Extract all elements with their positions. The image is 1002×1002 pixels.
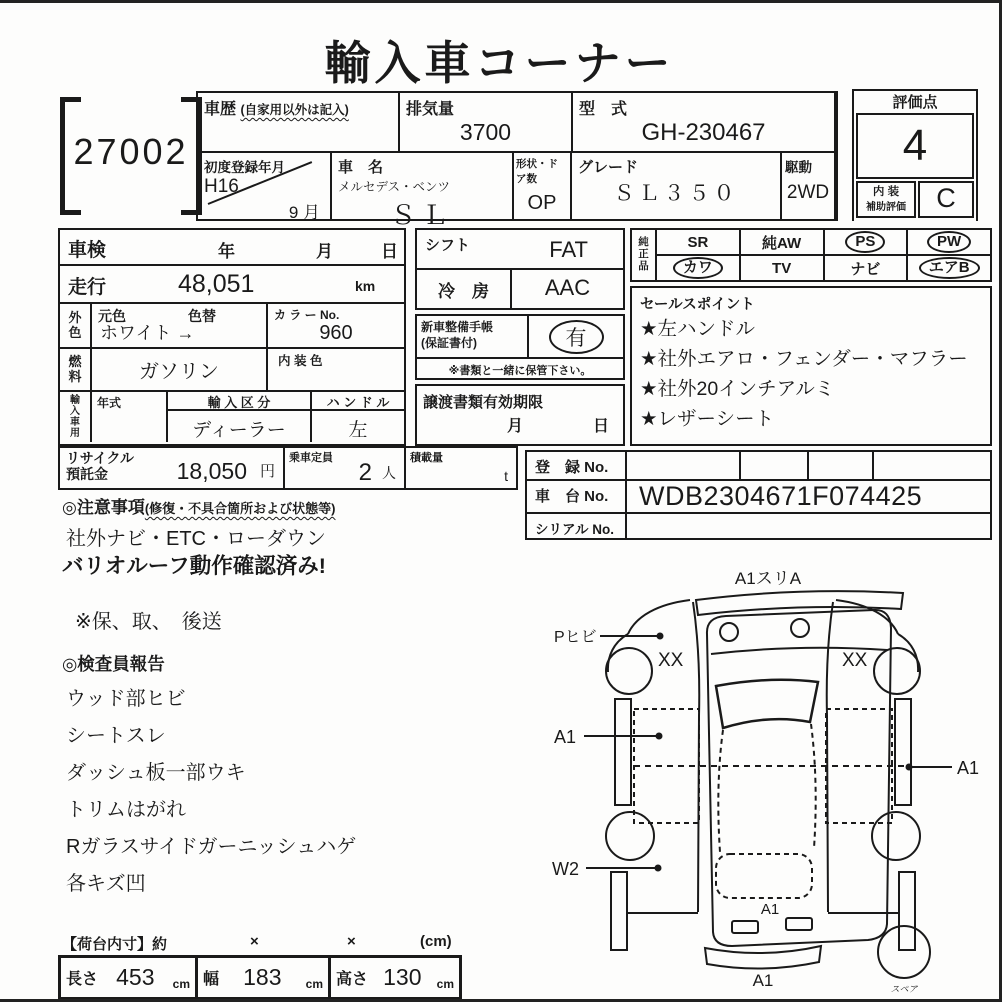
aircon-label: 冷 房 xyxy=(417,270,512,308)
spare-label: スペア xyxy=(890,984,918,994)
transfer-month: 月 xyxy=(507,418,524,435)
reg-divider xyxy=(807,452,809,479)
height-unit: cm xyxy=(436,977,454,991)
sales-point-item: ★レザーシート xyxy=(640,408,775,430)
diagram-label-a1-rear-top: A1 xyxy=(760,901,780,918)
report-item: ダッシュ板一部ウキ xyxy=(66,762,246,784)
length-unit: cm xyxy=(172,977,190,991)
height-cell xyxy=(328,958,459,997)
height-label: 高さ xyxy=(336,971,369,988)
width-label: 幅 xyxy=(203,971,220,988)
report-item: 各キズ凹 xyxy=(66,873,146,895)
exterior-color-header: 外色 xyxy=(60,304,92,347)
aircon-row xyxy=(417,270,623,308)
model-code-value: GH-230467 xyxy=(641,119,766,146)
equip-pw: PW xyxy=(906,230,990,254)
rating-box xyxy=(852,89,978,221)
serial-no-row xyxy=(527,512,990,538)
shaken-year: 年 xyxy=(218,242,235,261)
first-registration-label: 初度登録年月 xyxy=(204,160,285,175)
sill-left-lower xyxy=(611,872,627,950)
rating-label: 評価点 xyxy=(892,94,938,111)
grade-cell xyxy=(572,153,782,219)
spare-tire xyxy=(878,926,930,978)
mileage-row xyxy=(60,266,404,304)
lot-number-bracket xyxy=(60,97,202,215)
reg-divider xyxy=(739,452,741,479)
color-no-cell xyxy=(268,304,404,347)
original-color-label: 元色 xyxy=(98,308,126,324)
first-registration-month: 9 月 xyxy=(288,203,320,222)
car-damage-map xyxy=(530,556,1000,1002)
diagram-label-xx-left: XX xyxy=(658,650,684,671)
fuel-row xyxy=(60,349,404,392)
import-header: 輸入車用 xyxy=(60,392,92,442)
width-cell xyxy=(195,958,328,997)
height-value: 130 xyxy=(383,964,422,990)
notes-title-note: (修復・不具合箇所および状態等) xyxy=(144,501,336,516)
grade-label: グレード xyxy=(578,159,639,176)
car-maker: メルセデス・ベンツ xyxy=(338,180,451,194)
shaken-month: 月 xyxy=(316,242,333,261)
length-value: 453 xyxy=(116,964,155,990)
report-item: ウッド部ヒビ xyxy=(66,688,186,710)
chassis-no-row xyxy=(527,479,990,512)
service-book-box xyxy=(415,314,625,380)
history-cell xyxy=(198,93,400,151)
fuel-header: 燃料 xyxy=(60,349,92,390)
interior-color-label: 内 装 色 xyxy=(278,354,323,368)
transfer-label: 譲渡書類有効期限 xyxy=(423,394,544,411)
displacement-cell xyxy=(400,93,573,151)
car-name-cell xyxy=(332,153,514,230)
load-cell xyxy=(406,448,516,488)
service-book-value-cell xyxy=(529,316,623,357)
report-item: トリムはがれ xyxy=(66,799,186,821)
rear-bumper xyxy=(705,946,821,969)
rating-score: 4 xyxy=(856,113,974,179)
recycle-value: 18,050 xyxy=(176,458,247,484)
sill-right-upper xyxy=(895,699,911,805)
equip-airbag: エアB xyxy=(906,256,990,280)
exterior-color-row xyxy=(60,304,404,349)
first-registration-year: H16 xyxy=(204,176,239,197)
equip-aw: 純AW xyxy=(739,230,823,254)
inspector-report-title: ◎検査員報告 xyxy=(62,654,165,674)
recycle-cell xyxy=(60,448,285,488)
model-code-cell xyxy=(573,93,834,151)
aircon-value: AAC xyxy=(544,275,591,300)
cargo-dims-title: 【荷台内寸】約 xyxy=(62,936,168,953)
windshield xyxy=(716,680,818,728)
import-class-cell xyxy=(168,392,312,442)
capacity-cell xyxy=(285,448,406,488)
car-name-label: 車 名 xyxy=(338,159,384,176)
shaken-label: 車検 xyxy=(68,240,107,261)
registration-no-label: 登 録 No. xyxy=(527,452,627,479)
vehicle-detail-table xyxy=(58,228,406,446)
serial-no-label: シリアル No. xyxy=(527,514,627,538)
width-unit: cm xyxy=(305,977,323,991)
capacity-unit: 人 xyxy=(382,465,396,481)
sales-point-item: ★社外20インチアルミ xyxy=(640,378,835,400)
sill-left-upper xyxy=(615,699,631,805)
drive-cell xyxy=(782,153,834,219)
multiply-sign: × xyxy=(347,933,356,950)
exterior-color-cell xyxy=(92,304,268,347)
shape-doors-cell xyxy=(514,153,572,219)
rear-wheel-left xyxy=(606,812,654,860)
multiply-sign: × xyxy=(250,933,259,950)
interior-rating-label: 内 装 補助評価 xyxy=(856,181,916,218)
inspector-report-list xyxy=(66,681,356,903)
recycle-label2: 預託金 xyxy=(66,466,108,483)
chassis-no-value: WDB2304671F074425 xyxy=(639,480,923,511)
sales-points-title: セールスポイント xyxy=(640,297,755,313)
mileage-label: 走行 xyxy=(68,277,107,298)
diagram-label-top: A1スリA xyxy=(734,569,802,588)
notes-line: バリオルーフ動作確認済み! xyxy=(62,554,326,578)
equip-kawa: カワ xyxy=(657,256,739,280)
displacement-label: 排気量 xyxy=(406,101,455,118)
diagram-label-a1-rear-bottom: A1 xyxy=(752,971,774,990)
equip-sr: SR xyxy=(687,233,709,251)
history-note: (自家用以外は記入) xyxy=(240,103,349,117)
shape-doors-label: 形状・ドア数 xyxy=(516,158,558,185)
equipment-grid xyxy=(630,228,992,282)
color-no-value: 960 xyxy=(319,322,353,344)
shift-value: FAT xyxy=(549,237,588,262)
shape-doors-value: OP xyxy=(527,192,557,214)
drive-value: 2WD xyxy=(786,182,830,203)
rating-separator xyxy=(836,91,838,221)
equipment-header: 純正品 xyxy=(632,230,657,280)
first-registration-cell xyxy=(198,153,332,222)
page-title: 輸入車コーナー xyxy=(324,37,675,89)
cargo-dims-unit: (cm) xyxy=(420,933,452,950)
keep-note: ※書類と一緒に保管下さい。 xyxy=(417,357,623,378)
damage-diagram xyxy=(530,556,1000,1002)
roof-dashed xyxy=(716,854,812,898)
sales-point-item: ★左ハンドル xyxy=(640,318,755,340)
recycle-label1: リサイクル xyxy=(66,450,135,466)
shaken-row xyxy=(60,230,404,266)
import-class-value: ディーラー xyxy=(192,420,286,441)
equip-navi: ナビ xyxy=(823,256,907,280)
shaken-day: 日 xyxy=(381,242,398,261)
shift-aircon-box xyxy=(415,228,625,310)
sill-right-lower xyxy=(899,872,915,950)
shift-row xyxy=(417,230,623,270)
interior-color-cell xyxy=(268,349,404,390)
exterior-color-value: ホワイト → xyxy=(100,323,195,343)
service-book-value: 有 xyxy=(549,320,604,354)
capacity-value: 2 xyxy=(358,459,372,486)
shift-label: シフト xyxy=(425,237,471,254)
mileage-value: 48,051 xyxy=(178,270,255,298)
reg-divider xyxy=(872,452,874,479)
notes-title: ◎注意事項(修復・不具合箇所および状態等) xyxy=(62,498,336,517)
interior-rating-score: C xyxy=(918,181,974,218)
cargo-dims-header xyxy=(62,933,462,953)
sales-point-item: ★社外エアロ・フェンダー・マフラー xyxy=(640,348,968,370)
front-wheel-left xyxy=(606,648,652,694)
history-label: 車歴 xyxy=(204,101,237,118)
load-label: 積載量 xyxy=(410,452,443,464)
sales-points-box xyxy=(630,286,992,446)
color-no-label: カ ラ ー No. xyxy=(274,308,340,322)
drive-label: 駆動 xyxy=(785,160,812,175)
registration-box xyxy=(525,450,992,540)
lot-number: 27002 xyxy=(73,131,189,172)
capacity-label: 乗車定員 xyxy=(289,452,333,464)
length-label: 長さ xyxy=(66,971,99,988)
load-unit: t xyxy=(504,468,508,484)
report-item: Rガラスサイドガーニッシュハゲ xyxy=(66,836,357,858)
import-class-label: 輸 入 区 分 xyxy=(168,392,310,411)
year-type-cell xyxy=(92,392,168,442)
diagram-label-a1-left: A1 xyxy=(554,727,577,747)
chassis-no-label: 車 台 No. xyxy=(527,481,627,512)
handle-cell xyxy=(312,392,404,442)
width-value: 183 xyxy=(243,964,282,990)
diagram-label-a1-right: A1 xyxy=(957,758,980,778)
grade-value: ＳＬ３５０ xyxy=(613,182,739,205)
report-item: シートスレ xyxy=(66,725,166,747)
recycle-unit: 円 xyxy=(259,463,275,480)
cargo-dims-table xyxy=(58,955,462,1000)
front-wheel-right xyxy=(874,648,920,694)
year-type-label: 年式 xyxy=(97,396,122,410)
notes-line: 社外ナビ・ETC・ローダウン xyxy=(66,528,326,550)
top-spec-table xyxy=(196,91,836,230)
diagram-label-p-crack: Pヒビ xyxy=(554,629,597,646)
displacement-value: 3700 xyxy=(459,119,512,145)
hold-note: ※保、取、 後送 xyxy=(75,611,222,633)
length-cell xyxy=(61,958,195,997)
transfer-day: 日 xyxy=(592,418,609,435)
import-row xyxy=(60,392,404,442)
transfer-box xyxy=(415,384,625,446)
diagram-label-w2: W2 xyxy=(552,859,579,879)
model-code-label: 型 式 xyxy=(579,101,628,118)
rear-wheel-right xyxy=(872,812,920,860)
handle-value: 左 xyxy=(348,420,368,441)
diagram-label-xx-right: XX xyxy=(842,650,868,671)
equip-tv: TV xyxy=(739,256,823,280)
front-bumper xyxy=(696,591,903,615)
registration-no-row xyxy=(527,452,990,479)
recycle-row xyxy=(58,446,518,490)
color-change-label: 色替 xyxy=(188,308,216,324)
equip-ps: PS xyxy=(823,230,907,254)
car-model: ＳＬ xyxy=(389,200,454,230)
fuel-value: ガソリン xyxy=(92,349,268,390)
mileage-unit: km xyxy=(355,278,376,294)
service-book-label: 新車整備手帳 (保証書付) xyxy=(417,316,529,357)
handle-label: ハ ン ド ル xyxy=(312,392,404,411)
